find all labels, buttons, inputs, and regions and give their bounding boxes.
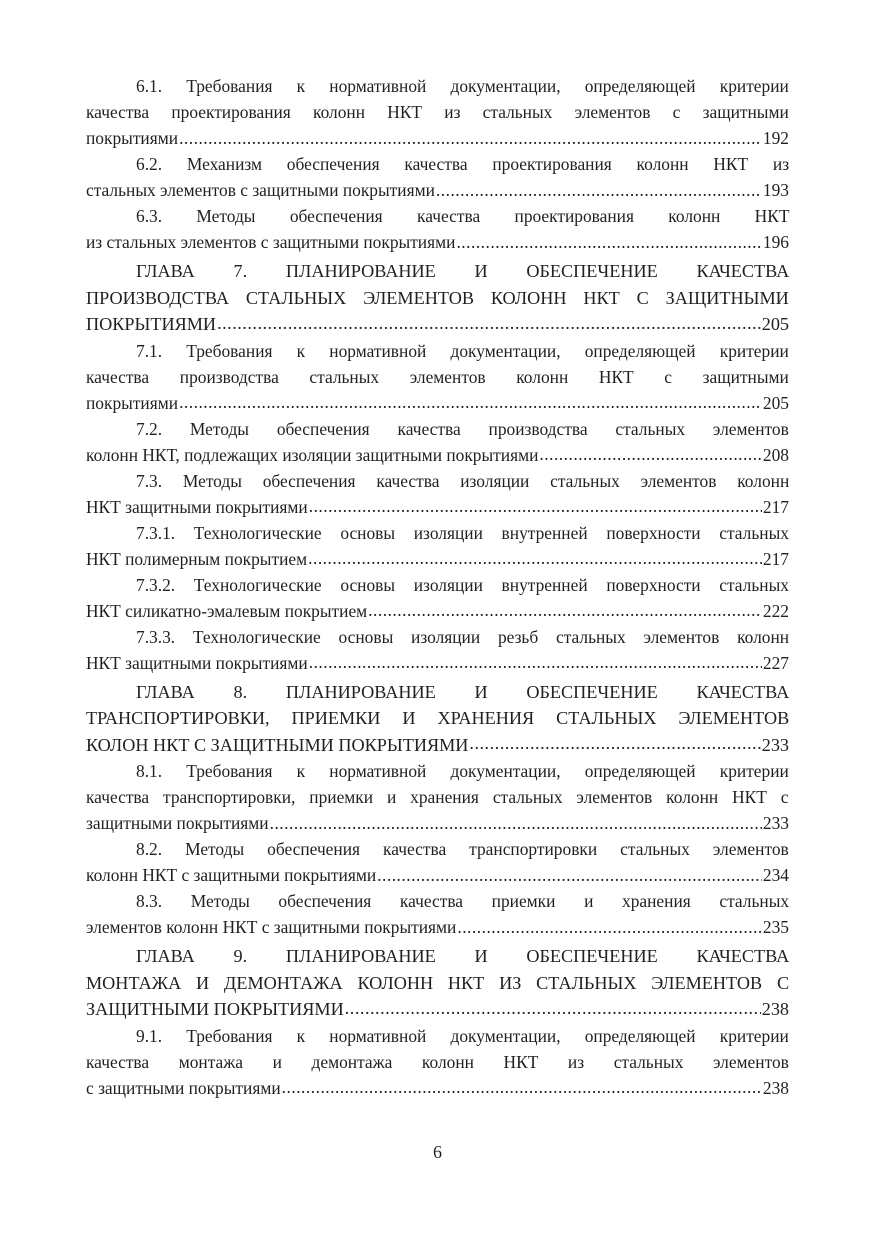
toc-entry-line: 6.3. Методы обеспечения качества проектирования колонн НКТ — [136, 206, 790, 226]
toc-entry-title-tail: НКТ защитными покрытиями — [86, 496, 308, 517]
dot-leader — [457, 916, 762, 933]
dot-leader — [469, 732, 760, 750]
dot-leader — [436, 179, 762, 196]
dot-leader — [179, 391, 762, 408]
toc-section-entry — [86, 151, 789, 203]
toc-entry-title-tail: защитными покрытиями — [86, 813, 269, 833]
toc-entry-line: 7.3.3. Технологические основы изоляции резьб стальных элементов колонн — [136, 626, 790, 647]
toc-page-number: 233 — [761, 734, 789, 755]
toc-section-entry — [86, 73, 789, 151]
toc-section-entry — [86, 203, 789, 255]
toc-entry-title-tail: из стальных элементов с защитными покрытиями — [86, 232, 456, 252]
toc-section-entry — [86, 338, 789, 416]
toc-entry-line: 6.1. Требования к нормативной документации, определяющей критерии — [136, 76, 789, 96]
toc-entry-title-tail: ПОКРЫТИЯМИ — [86, 314, 217, 334]
dot-leader — [270, 812, 762, 829]
dot-leader — [377, 864, 762, 881]
toc-entry-last-line — [86, 125, 789, 151]
toc-entry-last-line — [86, 494, 789, 520]
toc-entry-line: 7.3.2. Технологические основы изоляции внутренней поверхности стальных — [136, 574, 789, 595]
toc-entry-line: ГЛАВА 8. ПЛАНИРОВАНИЕ И ОБЕСПЕЧЕНИЕ КАЧЕСТВА — [136, 681, 790, 702]
toc-entry-title-tail: покрытиями — [86, 392, 179, 413]
dot-leader — [217, 312, 761, 330]
toc-entry-line: ГЛАВА 7. ПЛАНИРОВАНИЕ И ОБЕСПЕЧЕНИЕ КАЧЕСТВА — [136, 261, 790, 281]
toc-entry-last-line — [86, 229, 789, 255]
dot-leader — [345, 997, 761, 1015]
toc-entry-title-tail: покрытиями — [86, 128, 179, 148]
toc-entry-last-line — [86, 311, 789, 338]
toc-page-number: 227 — [762, 652, 789, 673]
toc-entry-title-tail: с защитными покрытиями — [86, 1077, 281, 1098]
toc-chapter-entry — [86, 258, 789, 338]
toc-entry-line: качества производства стальных элементов колонн НКТ с защитными — [86, 366, 789, 387]
toc-entry-last-line — [86, 177, 789, 203]
toc-entry-line: 6.2. Механизм обеспечения качества проектирования колонн НКТ из — [136, 154, 790, 174]
toc-entry-last-line — [86, 862, 789, 888]
toc-page-number: 205 — [761, 314, 789, 334]
toc-page-number: 205 — [762, 392, 789, 413]
toc-page-number: 238 — [761, 999, 789, 1019]
toc-entry-line: качества проектирования колонн НКТ из стальных элементов с защитными — [86, 102, 789, 122]
toc-entry-line: 8.3. Методы обеспечения качества приемки и хранения стальных — [136, 891, 790, 911]
toc-section-entry — [86, 468, 789, 520]
toc-entry-last-line — [86, 732, 789, 759]
toc-chapter-entry — [86, 943, 789, 1023]
toc-entry-last-line — [86, 914, 789, 940]
toc-entry-title-tail: ЗАЩИТНЫМИ ПОКРЫТИЯМИ — [86, 999, 344, 1019]
toc-entry-line: 7.3.1. Технологические основы изоляции внутренней поверхности стальных — [136, 522, 789, 543]
toc-page-number: 208 — [762, 444, 789, 465]
toc-section-entry — [86, 624, 789, 676]
toc-page-number: 192 — [762, 128, 789, 148]
toc-entry-title-tail: колонн НКТ, подлежащих изоляции защитными покрытиями — [86, 444, 539, 465]
toc-section-entry — [86, 520, 789, 572]
toc-page-number: 234 — [762, 865, 789, 885]
toc-entry-line: 7.3. Методы обеспечения качества изоляции стальных элементов колонн — [136, 470, 790, 491]
toc-entry-line: качества монтажа и демонтажа колонн НКТ из стальных элементов — [86, 1051, 789, 1072]
toc-entry-last-line — [86, 810, 789, 836]
toc-page-number: 217 — [762, 496, 789, 517]
toc-page-number: 238 — [762, 1077, 789, 1098]
toc-page-number: 222 — [762, 600, 789, 621]
dot-leader — [368, 599, 762, 616]
dot-leader — [179, 127, 762, 144]
toc-page-number: 233 — [762, 813, 789, 833]
toc-section-entry — [86, 1023, 789, 1101]
toc-page-number: 235 — [762, 917, 789, 937]
toc-entry-last-line — [86, 546, 789, 572]
toc-entry-last-line — [86, 1075, 789, 1101]
toc-entry-title-tail: КОЛОН НКТ С ЗАЩИТНЫМИ ПОКРЫТИЯМИ — [86, 734, 469, 755]
toc-entry-last-line — [86, 442, 789, 468]
toc-section-entry — [86, 888, 789, 940]
table-of-contents — [86, 73, 789, 1101]
toc-entry-title-tail: НКТ силикатно-эмалевым покрытием — [86, 600, 368, 621]
toc-chapter-entry — [86, 679, 789, 759]
toc-section-entry — [86, 572, 789, 624]
toc-entry-last-line — [86, 996, 789, 1023]
toc-page-number: 196 — [762, 232, 789, 252]
toc-entry-title-tail: колонн НКТ с защитными покрытиями — [86, 865, 377, 885]
toc-entry-title-tail: НКТ полимерным покрытием — [86, 548, 308, 569]
toc-entry-last-line — [86, 650, 789, 676]
toc-page-number: 193 — [762, 180, 789, 200]
toc-entry-line: 9.1. Требования к нормативной документации, определяющей критерии — [136, 1025, 789, 1046]
toc-entry-line: качества транспортировки, приемки и хранения стальных элементов колонн НКТ с — [86, 787, 789, 807]
toc-entry-line: ТРАНСПОРТИРОВКИ, ПРИЕМКИ И ХРАНЕНИЯ СТАЛЬНЫХ ЭЛЕМЕНТОВ — [86, 708, 790, 728]
toc-section-entry — [86, 836, 789, 888]
toc-entry-line: 8.2. Методы обеспечения качества транспортировки стальных элементов — [136, 839, 789, 859]
toc-entry-line: ПРОИЗВОДСТВА СТАЛЬНЫХ ЭЛЕМЕНТОВ КОЛОНН НКТ С ЗАЩИТНЫМИ — [86, 287, 789, 308]
dot-leader — [309, 495, 762, 512]
dot-leader — [456, 231, 761, 248]
toc-entry-title-tail: НКТ защитными покрытиями — [86, 652, 308, 673]
dot-leader — [539, 443, 762, 460]
toc-page-number: 217 — [762, 548, 789, 569]
toc-section-entry — [86, 416, 789, 468]
toc-section-entry — [86, 758, 789, 836]
dot-leader — [308, 547, 762, 564]
toc-entry-title-tail: элементов колонн НКТ с защитными покрытиями — [86, 917, 457, 937]
dot-leader — [282, 1076, 762, 1093]
toc-entry-line: 8.1. Требования к нормативной документации, определяющей критерии — [136, 761, 789, 781]
dot-leader — [309, 651, 762, 668]
toc-entry-line: 7.1. Требования к нормативной документации, определяющей критерии — [136, 340, 789, 361]
toc-entry-line: МОНТАЖА И ДЕМОНТАЖА КОЛОНН НКТ ИЗ СТАЛЬНЫХ ЭЛЕМЕНТОВ С — [86, 972, 790, 993]
toc-entry-last-line — [86, 390, 789, 416]
toc-entry-last-line — [86, 598, 789, 624]
toc-entry-line: ГЛАВА 9. ПЛАНИРОВАНИЕ И ОБЕСПЕЧЕНИЕ КАЧЕСТВА — [136, 946, 790, 966]
toc-entry-line: 7.2. Методы обеспечения качества производства стальных элементов — [136, 418, 789, 439]
page-number: 6 — [433, 1142, 442, 1162]
toc-entry-title-tail: стальных элементов с защитными покрытиями — [86, 180, 435, 200]
